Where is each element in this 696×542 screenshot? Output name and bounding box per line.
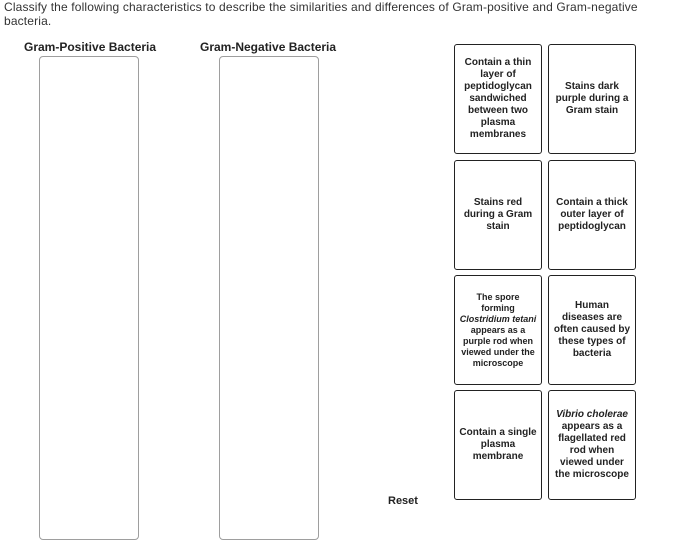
gram-negative-heading: Gram-Negative Bacteria xyxy=(200,40,337,54)
card-label: Contain a single plasma membrane xyxy=(459,427,537,462)
card-label xyxy=(553,409,631,481)
card-text-post: appears as a flagellated red rod when viewed under the microscope xyxy=(555,421,629,480)
reset-button[interactable]: Reset xyxy=(388,495,418,507)
gram-positive-heading: Gram-Positive Bacteria xyxy=(24,40,157,54)
card-thick-peptidoglycan[interactable] xyxy=(548,160,636,270)
card-single-plasma-membrane[interactable] xyxy=(454,390,542,500)
card-thin-peptidoglycan[interactable] xyxy=(454,44,542,154)
card-stains-red[interactable] xyxy=(454,160,542,270)
card-label: Stains red during a Gram stain xyxy=(463,197,533,232)
card-label: Contain a thin layer of peptidoglycan sandwiched between two plasma membranes xyxy=(464,57,532,140)
gram-negative-drop-zone[interactable] xyxy=(219,56,319,540)
card-label: Contain a thick outer layer of peptidoglycan xyxy=(556,197,628,232)
card-text-post: appears as a purple rod when viewed under the microscope xyxy=(461,324,535,368)
card-clostridium-tetani[interactable] xyxy=(454,275,542,385)
card-text-italic: Vibrio cholerae xyxy=(556,409,628,420)
card-label: Human diseases are often caused by these types of bacteria xyxy=(553,300,631,359)
card-text-italic: Clostridium tetani xyxy=(459,313,537,324)
instructions-text: Classify the following characteristics to describe the similarities and differences of Gram-positive and Gram-negative bacteria. xyxy=(4,0,638,28)
card-label: Stains dark purple during a Gram stain xyxy=(555,81,629,116)
card-stains-dark-purple[interactable] xyxy=(548,44,636,154)
card-human-diseases[interactable] xyxy=(548,275,636,385)
card-label xyxy=(459,292,537,369)
card-text-pre: The spore forming xyxy=(476,291,520,313)
card-vibrio-cholerae[interactable] xyxy=(548,390,636,500)
gram-positive-drop-zone[interactable] xyxy=(39,56,139,540)
